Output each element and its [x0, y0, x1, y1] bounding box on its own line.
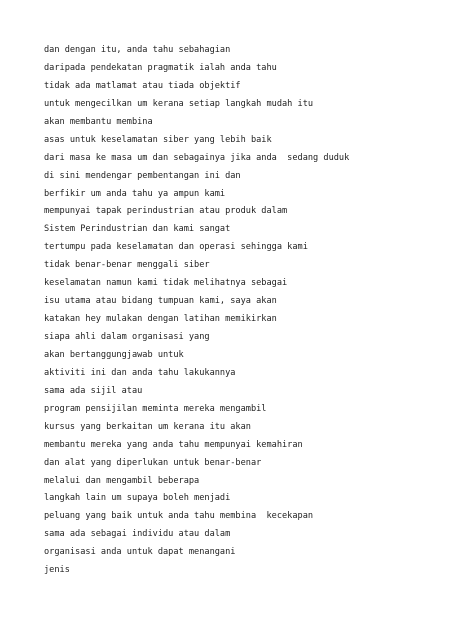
text-line: daripada pendekatan pragmatik ialah anda tahu	[44, 62, 277, 73]
text-line: melalui dan mengambil beberapa	[44, 475, 200, 486]
text-line: akan membantu membina	[44, 116, 153, 127]
text-line: aktiviti ini dan anda tahu lakukannya	[44, 367, 236, 378]
text-line: siapa ahli dalam organisasi yang	[44, 332, 210, 342]
text-line: program pensijilan meminta mereka mengambil	[44, 403, 267, 414]
text-line: jenis	[44, 565, 70, 576]
text-line: asas untuk keselamatan siber yang lebih baik	[44, 134, 272, 145]
text-line: di sini mendengar pembentangan ini dan	[44, 170, 241, 181]
text-line: dan alat yang diperlukan untuk benar-benar	[44, 457, 262, 468]
text-line: sama ada sebagai individu atau dalam	[44, 529, 231, 540]
text-line: Sistem Perindustrian dan kami sangat	[44, 224, 231, 235]
text-line: untuk mengecilkan um kerana setiap langkah mudah itu	[44, 98, 314, 109]
text-line: peluang yang baik untuk anda tahu membina kecekapan	[44, 511, 314, 522]
text-line: sama ada sijil atau	[44, 385, 143, 396]
text-line: kursus yang berkaitan um kerana itu akan	[44, 421, 251, 432]
text-line: akan bertanggungjawab untuk	[44, 349, 184, 360]
text-line: keselamatan namun kami tidak melihatnya sebagai	[44, 278, 288, 289]
text-line: organisasi anda untuk dapat menangani	[44, 547, 236, 558]
text-line: dan dengan itu, anda tahu sebahagian	[44, 45, 231, 55]
text-line: katakan hey mulakan dengan latihan memikirkan	[44, 314, 277, 325]
text-line: dari masa ke masa um dan sebagainya jika anda sedang duduk	[44, 152, 350, 163]
text-line: langkah lain um supaya boleh menjadi	[44, 493, 231, 504]
text-line: membantu mereka yang anda tahu mempunyai kemahiran	[44, 439, 303, 450]
text-line: isu utama atau bidang tumpuan kami, saya akan	[44, 296, 277, 307]
text-line: mempunyai tapak perindustrian atau produk dalam	[44, 206, 288, 217]
text-line: tidak benar-benar menggali siber	[44, 260, 210, 271]
text-line: tertumpu pada keselamatan dan operasi sehingga kami	[44, 242, 308, 253]
transcript-text	[44, 42, 464, 580]
text-line: berfikir um anda tahu ya ampun kami	[44, 188, 226, 199]
text-line: tidak ada matlamat atau tiada objektif	[44, 80, 241, 91]
